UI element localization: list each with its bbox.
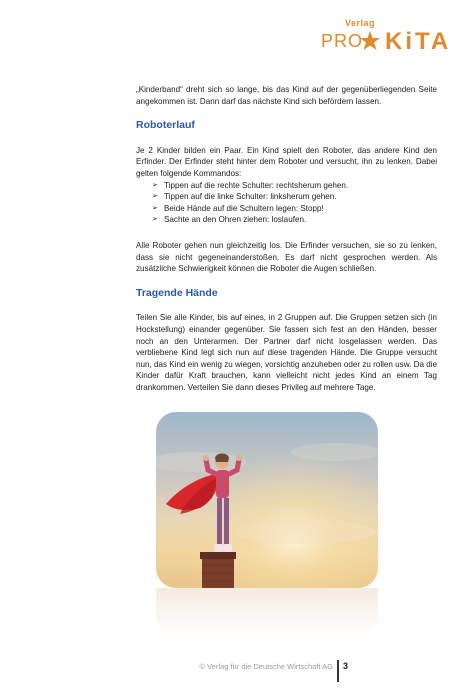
section-heading-tragende-haende: Tragende Hände — [136, 286, 218, 299]
copyright-text: © Verlag für die Deutsche Wirtschaft AG — [199, 662, 333, 671]
logo-kita-text: KiTA — [385, 28, 452, 55]
page-number: 3 — [343, 661, 349, 671]
photo-reflection — [156, 588, 378, 636]
page-footer — [0, 660, 475, 680]
footer-divider — [337, 660, 339, 682]
intro-paragraph: „Kinderband“ dreht sich so lange, bis das Kind auf der gegenüberliegenden Seite angekommen ist. Dann darf das nächste Kind sich befördern lassen. — [136, 85, 437, 106]
logo-verlag-text: Verlag — [345, 18, 376, 28]
roboterlauf-paragraph-2: Alle Roboter gehen nun gleichzeitig los. Die Erfinder versuchen, sie so zu lenken, dass sie nicht gegeneinanderstoßen. Es darf nicht gesprochen werden. Als zusätzliche Schwierigkeit können die Roboter die Augen schließen. — [136, 240, 437, 274]
command-list — [136, 180, 437, 226]
list-item: ➢ Beide Hände auf die Schultern legen: Stopp! — [152, 203, 437, 215]
tragende-haende-paragraph: Teilen Sie alle Kinder, bis auf eines, in 2 Gruppen auf. Die Gruppen setzen sich (in Hockstellung) einander gegenüber. Sie fassen sich fest an den Händen, besser noch an den Unterarmen. Der Partner darf nicht losgelassen werden. Das verbliebene Kind legt sich nun auf diese tragenden Hände. Die Gruppe versucht nun, das Kind ein wenig zu wiegen, vorsichtig anzuheben oder zu rollen usw. Da die Kinder dafür Kraft brauchen, kann vielleicht nicht jedes Kind an einem Tag drankommen. Verteilen Sie dann dieses Privileg auf mehrere Tage. — [136, 313, 438, 392]
section-heading-roboterlauf: Roboterlauf — [136, 119, 195, 132]
list-item: ➢ Tippen auf die rechte Schulter: rechtsherum gehen. — [152, 180, 437, 192]
document-body — [136, 84, 437, 406]
logo-star-icon — [359, 30, 381, 52]
roboterlauf-paragraph-1: Je 2 Kinder bilden ein Paar. Ein Kind spielt den Roboter, das andere Kind den Erfinder. Der Erfinder steht hinter dem Roboter und versucht, ihn zu lenken. Dabei gelten folgende Kommandos: — [136, 145, 437, 178]
logo-pro-text: PRO — [321, 31, 364, 51]
list-item: ➢ Tippen auf die linke Schulter: linksherum gehen. — [152, 191, 437, 203]
photo-illustration — [156, 412, 378, 588]
superhero-child-photo — [156, 412, 378, 588]
publisher-logo — [307, 18, 457, 60]
list-item: ➢ Sachte an den Ohren ziehen: loslaufen. — [152, 214, 437, 226]
